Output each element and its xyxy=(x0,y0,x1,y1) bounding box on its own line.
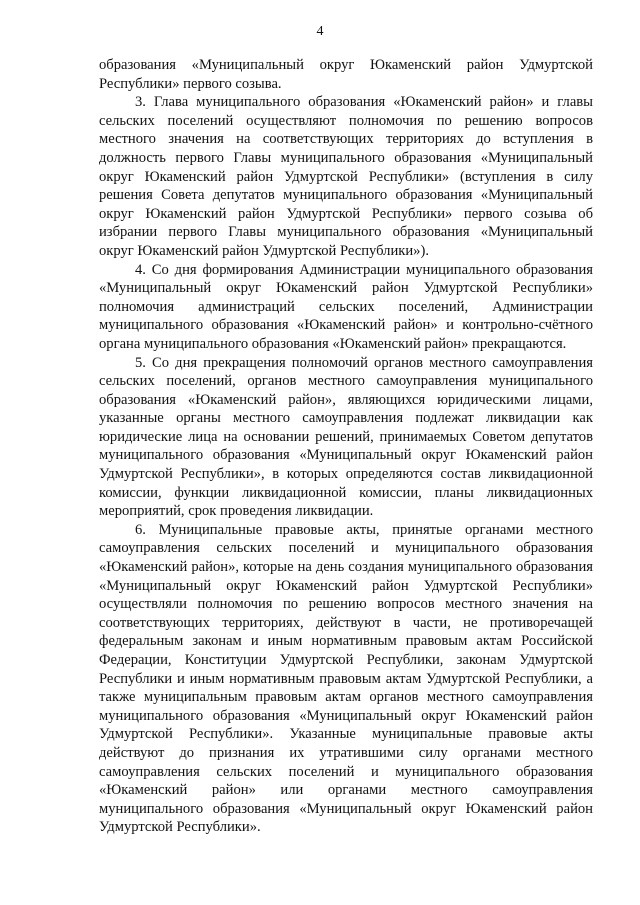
paragraph-item-6: 6. Муниципальные правовые акты, принятые органами местного самоуправления сельских поселений и муниципального образования «Юкаменский район», которые на день создания муниципального образования «Муниципальный округ Юкаменский район Удмуртской Республики» осуществляли полномочия по решению вопросов местного значения на соответствующих территориях, действуют в части, не противоречащей федеральным законам и иным нормативным правовым актам Российской Федерации, Конституции Удмуртской Республики, законам Удмуртской Республики и иным нормативным правовым актам Удмуртской Республики, а также муниципальным правовым актам органов местного самоуправления муниципального образования «Муниципальный округ Юкаменский район Удмуртской Республики». Указанные муниципальные правовые акты действуют до признания их утратившими силу органами местного самоуправления сельских поселений и муниципального образования «Юкаменский район» или органами местного самоуправления муниципального образования «Муниципальный округ Юкаменский район Удмуртской Республики». xyxy=(99,521,593,836)
page-number: 4 xyxy=(316,24,324,39)
paragraph-item-5: 5. Со дня прекращения полномочий органов местного самоуправления сельских поселений, органов местного самоуправления муниципального образования «Юкаменский район», являющихся юридическими лицами, указанные органы местного самоуправления подлежат ликвидации как юридические лица на основании решений, принимаемых Советом депутатов муниципального образования «Муниципальный округ Юкаменский район Удмуртской Республики», в которых определяются состав ликвидационной комиссии, функции ликвидационной комиссии, планы ликвидационных мероприятий, срок проведения ликвидации. xyxy=(99,354,593,520)
paragraph-item-3: 3. Глава муниципального образования «Юкаменский район» и главы сельских поселений осуществляют полномочия по решению вопросов местного значения на соответствующих территориях до вступления в должность первого Главы муниципального образования «Муниципальный округ Юкаменский район Удмуртской Республики» (вступления в силу решения Совета депутатов муниципального образования «Муниципальный округ Юкаменский район Удмуртской Республики» первого созыва об избрании первого Главы муниципального образования «Муниципальный округ Юкаменский район Удмуртской Республики»). xyxy=(99,94,593,259)
paragraph-item-4: 4. Со дня формирования Администрации муниципального образования «Муниципальный округ Юкаменский район Удмуртской Республики» полномочия администраций сельских поселений, Администрации муниципального образования «Юкаменский район» и контрольно-счётного органа муниципального образования «Юкаменский район» прекращаются. xyxy=(99,261,593,352)
paragraph-continuation: образования «Муниципальный округ Юкаменский район Удмуртской Республики» первого созыва. xyxy=(99,57,593,92)
document-body xyxy=(99,56,593,837)
